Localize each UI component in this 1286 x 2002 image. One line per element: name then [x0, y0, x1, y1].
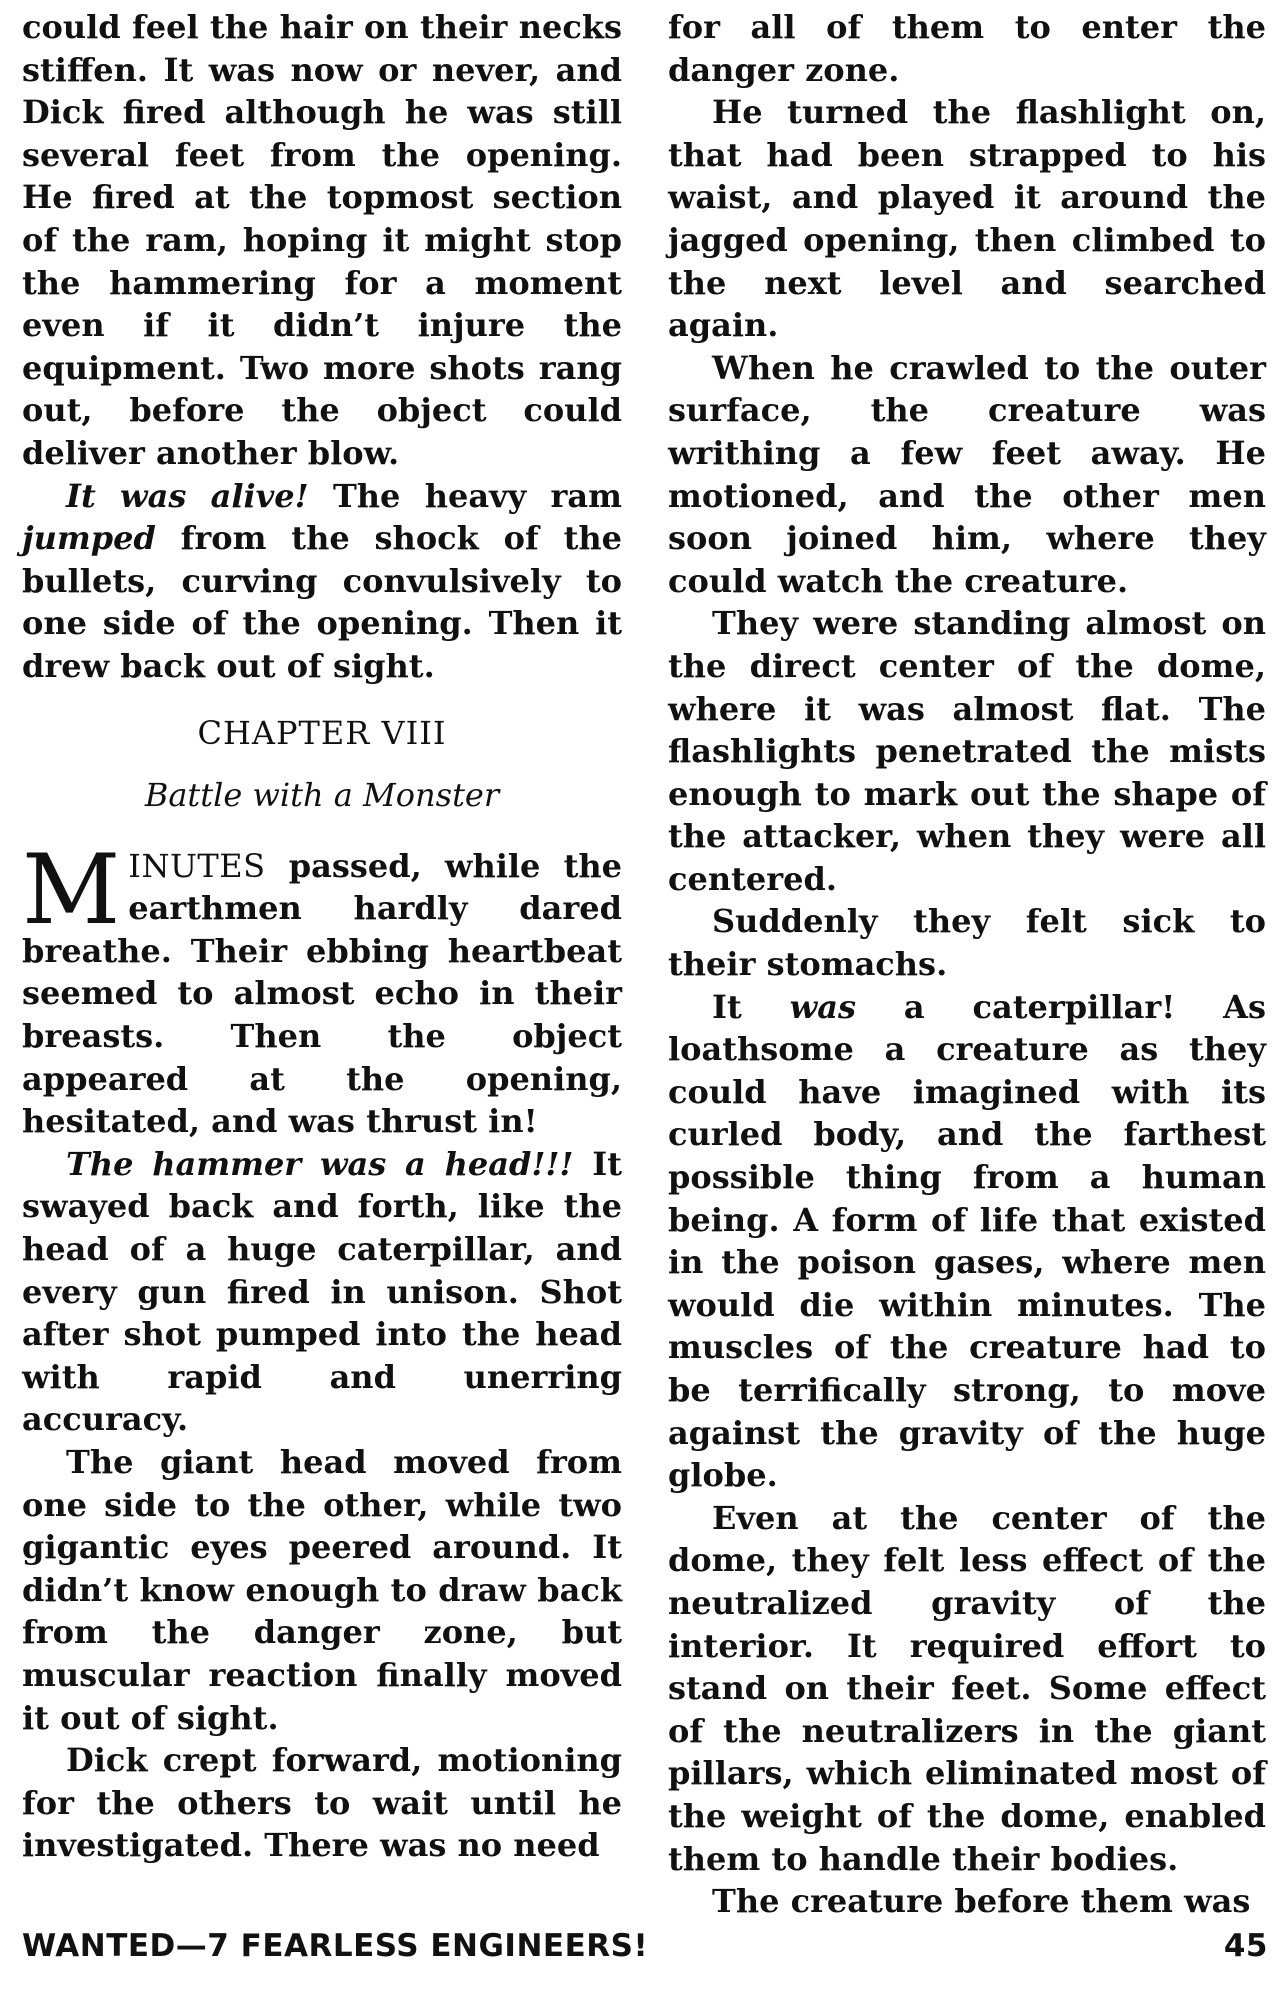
paragraph: When he crawled to the outer surface, the creature was writhing a few feet away. He motioned, and the other men soon joined him, where they could watch the creature. — [668, 348, 1266, 600]
paragraph-text: It swayed back and forth, like the head of a huge caterpillar, and every gun fired in unison. Shot after shot pumped into the head with rapid and unerring accuracy. — [22, 1144, 623, 1439]
left-column — [22, 6, 622, 1886]
drop-cap: M — [22, 833, 121, 946]
small-caps-text: INUTES — [128, 846, 266, 885]
emphasis-text: was — [789, 987, 856, 1026]
right-column — [668, 6, 1267, 1921]
chapter-title: CHAPTER VIII — [197, 713, 447, 752]
paragraph-text: from the shock of the bullets, curving convulsively to one side of the opening. Then it drew back out of sight. — [22, 519, 622, 685]
page-number: 45 — [1223, 1928, 1268, 1964]
paragraph: for all of them to enter the danger zone. — [668, 8, 1266, 89]
paragraph-text: It — [712, 987, 790, 1026]
paragraph: He turned the flashlight on, that had been strapped to his waist, and played it around the jagged opening, then climbed to the next level and searched again. — [668, 93, 1266, 345]
emphasis-text: It was alive! — [66, 476, 309, 515]
paragraph: Even at the center of the dome, they felt less effect of the neutralized gravity of the interior. It required effort to stand on their feet. Some effect of the neutralizers in the giant pillars, which eliminated most of the weight of the dome, enabled them to handle their bodies. — [668, 1498, 1266, 1878]
paragraph: The giant head moved from one side to the other, while two gigantic eyes peered around. It didn’t know enough to draw back from the danger zone, but muscular reaction finally moved it out of sight. — [22, 1443, 622, 1737]
paragraph — [22, 833, 622, 1143]
paragraph: Suddenly they felt sick to their stomachs. — [668, 902, 1266, 984]
paragraph — [22, 475, 622, 688]
emphasis-text: jumped — [22, 519, 156, 558]
paragraph — [22, 1143, 622, 1441]
paragraph: They were standing almost on the direct center of the dome, where it was almost flat. The flashlights penetrated the mists enough to mark out the shape of the attacker, when they were all centered. — [668, 604, 1266, 898]
paragraph: Dick crept forward, motioning for the others to wait until he investigated. There was no need — [22, 1741, 622, 1865]
paragraph — [668, 986, 1266, 1497]
emphasis-text: The hammer was a head!!! — [66, 1144, 574, 1183]
paragraph-text: passed, while the earthmen hardly dared breathe. Their ebbing heartbeat seemed to almost echo in their breasts. Then the object appeared at the opening, hesitated, and was thrust in! — [22, 846, 622, 1141]
running-title: WANTED—7 FEARLESS ENGINEERS! — [22, 1928, 649, 1964]
paragraph-text: a caterpillar! As loathsome a creature as they could have imagined with its curled body, and the farthest possible thing from a human being. A form of life that existed in the poison gases, where men would die within minutes. The muscles of the creature had to be terrifically strong, to move against the gravity of the huge globe. — [668, 987, 1267, 1495]
paragraph: could feel the hair on their necks stiffen. It was now or never, and Dick fired although he was still several feet from the opening. He fired at the topmost section of the ram, hoping it might stop the hammering for a moment even if it didn’t injure the equipment. Two more shots rang out, before the object could deliver another blow. — [22, 8, 622, 472]
chapter-subtitle: Battle with a Monster — [144, 776, 500, 815]
paragraph: The creature before them was — [712, 1882, 1251, 1921]
page-footer — [22, 1928, 1268, 1974]
paragraph-text: The heavy ram — [308, 476, 623, 515]
